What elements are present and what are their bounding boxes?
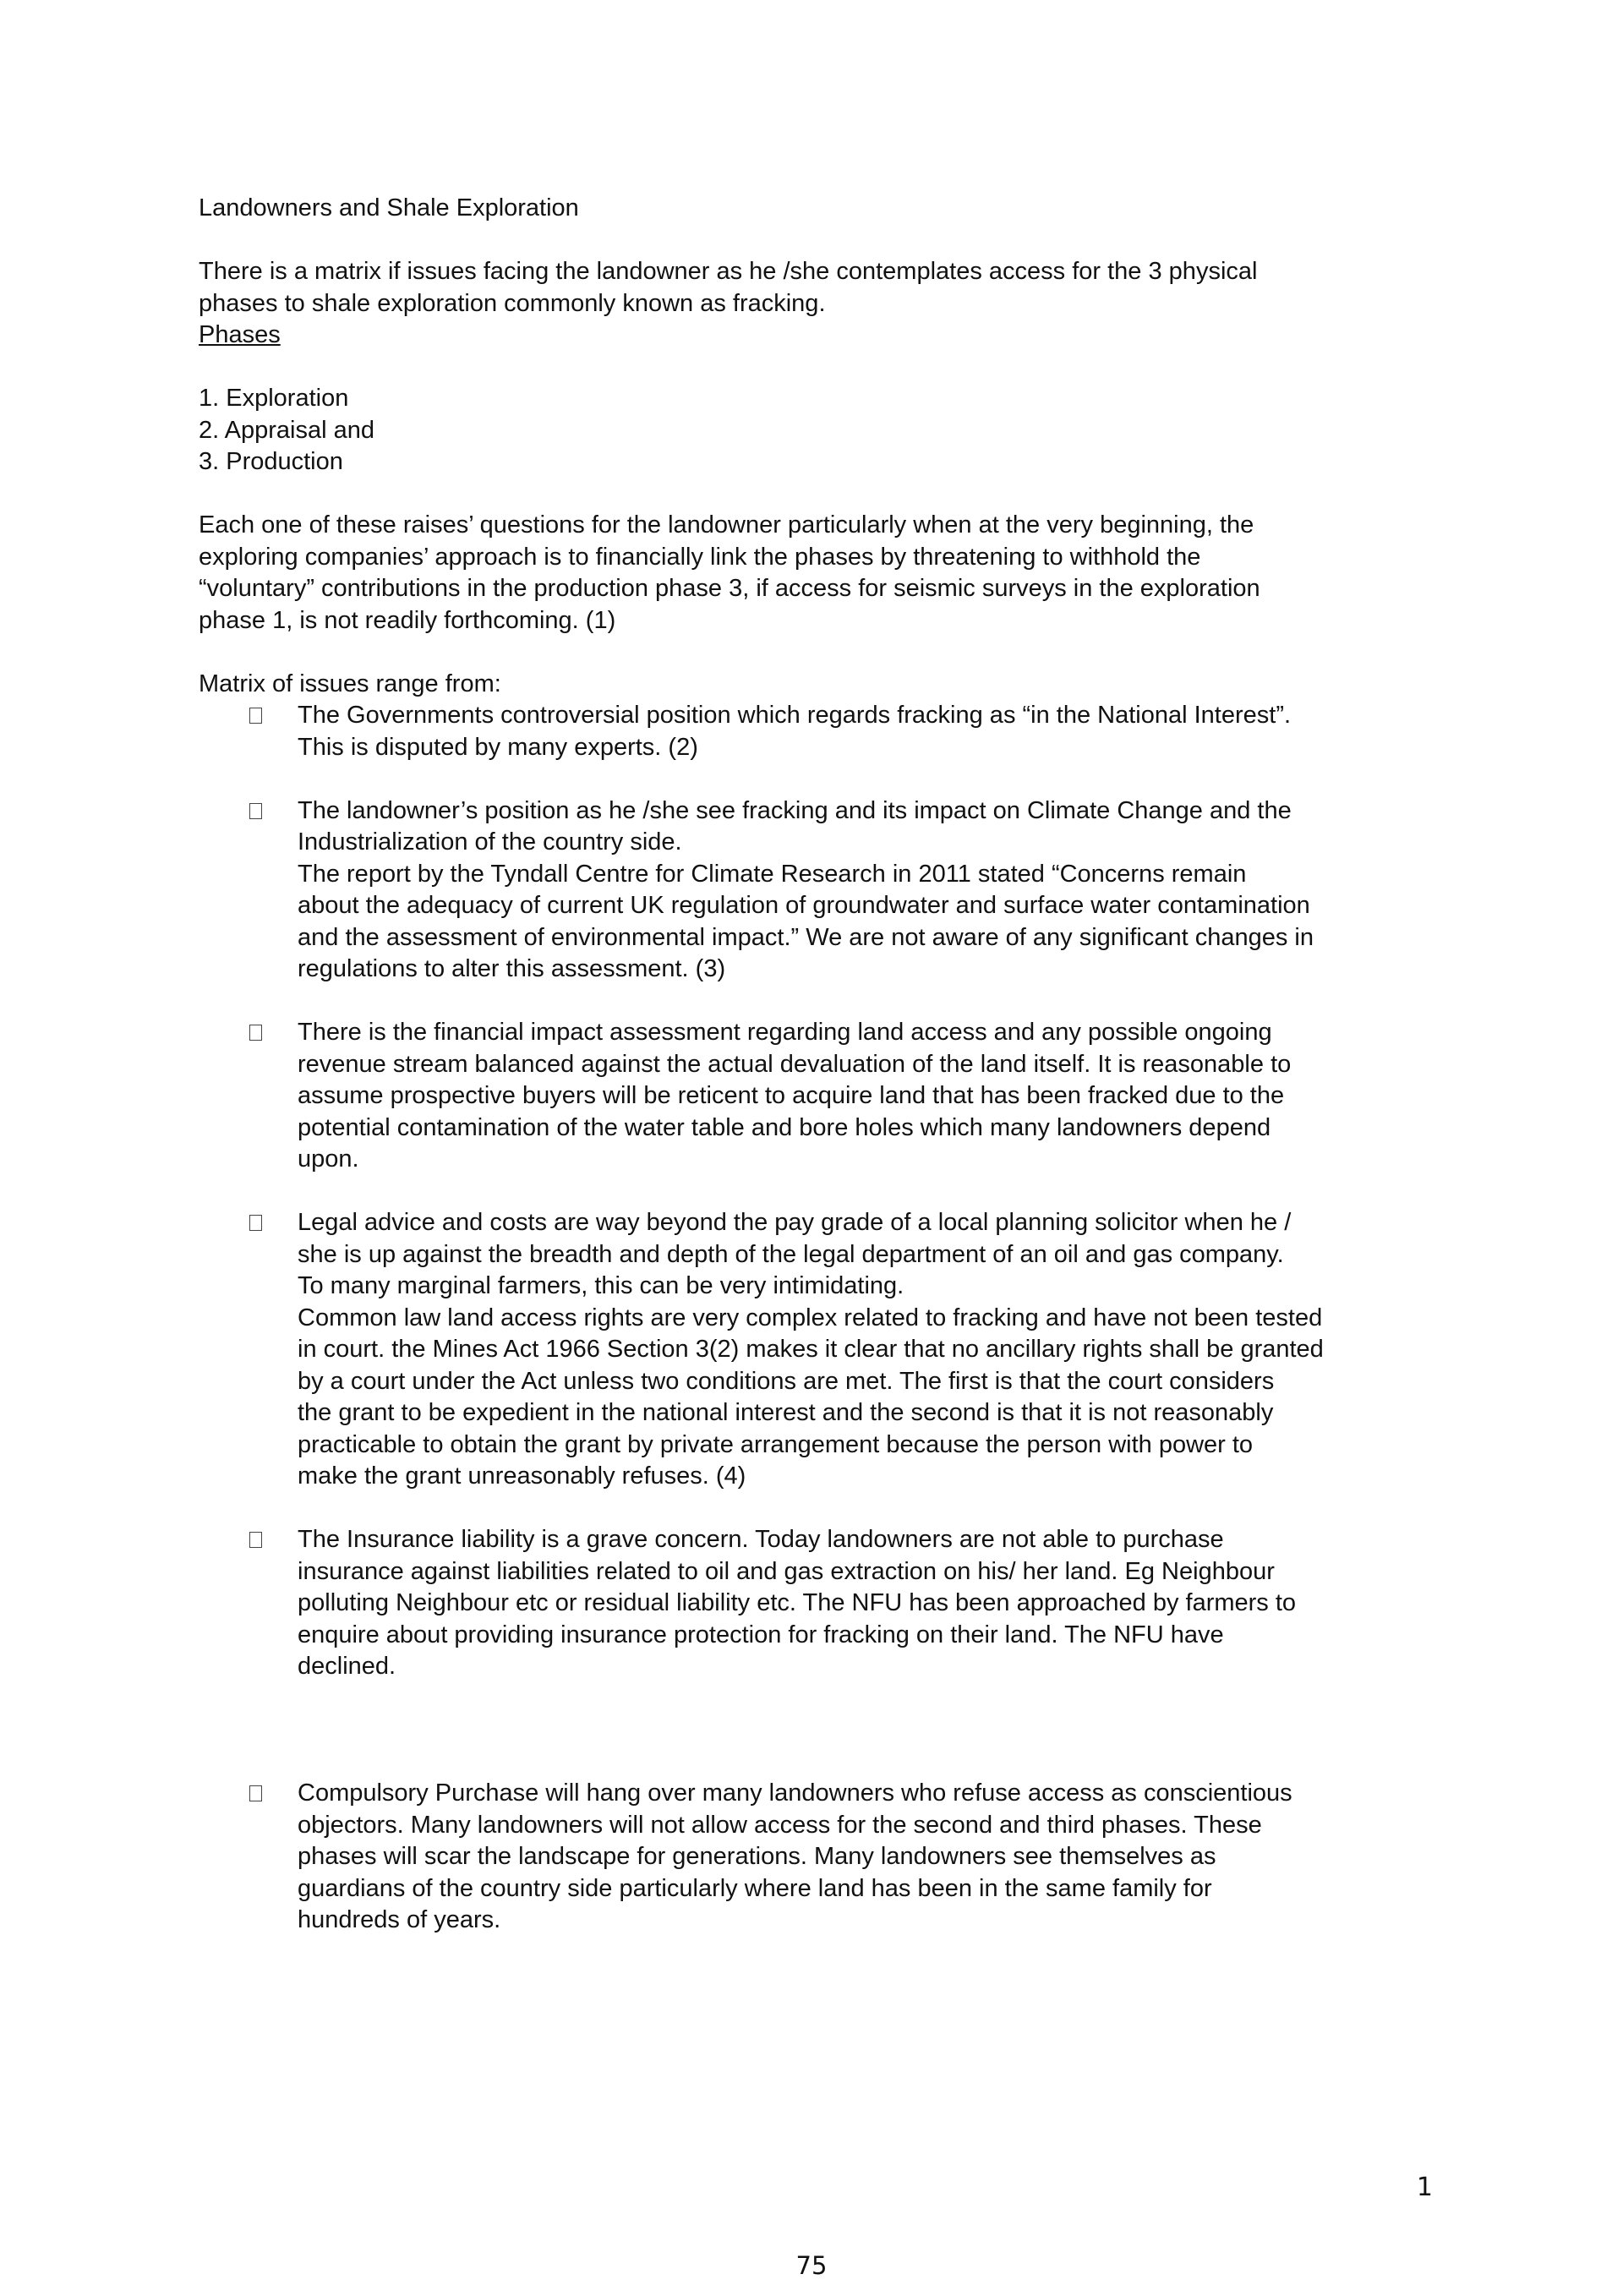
issue-line: There is the financial impact assessment regarding land access and any possible ongoing <box>298 1019 1272 1046</box>
blank-line <box>199 352 1467 384</box>
issue-line: potential contamination of the water table and bore holes which many landowners depend <box>298 1113 1271 1141</box>
issue-line: guardians of the country side particularly where land has been in the same family for <box>298 1874 1212 1902</box>
issue-line: The report by the Tyndall Centre for Climate Research in 2011 stated “Concerns remain <box>298 860 1247 888</box>
bullet-box-icon <box>249 803 262 819</box>
phases-list <box>199 383 1467 478</box>
document-page-number: 75 <box>795 2251 828 2280</box>
issue-item <box>199 1778 1467 1937</box>
paragraph-line: phase 1, is not readily forthcoming. (1) <box>199 606 616 634</box>
issue-line: upon. <box>298 1145 359 1173</box>
issue-line: in court. the Mines Act 1966 Section 3(2) makes it clear that no ancillary rights shall be granted <box>298 1336 1324 1363</box>
issue-item <box>199 1017 1467 1176</box>
bullet-box-icon <box>249 1532 262 1548</box>
bullet-box-icon <box>249 1215 262 1231</box>
issue-line: hundreds of years. <box>298 1906 501 1933</box>
issue-line: the grant to be expedient in the national interest and the second is that it is not reasonably <box>298 1399 1274 1426</box>
issue-line: practicable to obtain the grant by private arrangement because the person with power to <box>298 1430 1254 1458</box>
document-title: Landowners and Shale Exploration <box>199 194 579 221</box>
issue-line: The Insurance liability is a grave concern. Today landowners are not able to purchase <box>298 1526 1224 1553</box>
issue-line: by a court under the Act unless two conditions are met. The first is that the court considers <box>298 1367 1275 1395</box>
issue-line: revenue stream balanced against the actual devaluation of the land itself. It is reasonable to <box>298 1050 1292 1078</box>
issue-line: phases will scar the landscape for generations. Many landowners see themselves as <box>298 1843 1216 1870</box>
issue-line: declined. <box>298 1653 396 1680</box>
issue-line: and the assessment of environmental impact.” We are not aware of any significant changes in <box>298 923 1314 951</box>
bullet-box-icon <box>249 708 262 724</box>
issue-line: Industrialization of the country side. <box>298 828 682 856</box>
bullet-box-icon <box>249 1025 262 1041</box>
issue-line: insurance against liabilities related to oil and gas extraction on his/ her land. Eg Neighbour <box>298 1557 1275 1585</box>
intro-paragraph <box>199 256 1467 320</box>
phases-explanation-paragraph <box>199 510 1467 637</box>
phase-item: 2. Appraisal and <box>199 416 374 444</box>
phases-heading: Phases <box>199 321 281 348</box>
issue-line: about the adequacy of current UK regulation of groundwater and surface water contamination <box>298 892 1310 919</box>
intro-line: phases to shale exploration commonly known as fracking. <box>199 289 826 317</box>
paragraph-line: “voluntary” contributions in the production phase 3, if access for seismic surveys in the exploration <box>199 575 1260 602</box>
issue-item <box>199 1524 1467 1683</box>
bullet-box-icon <box>249 1785 262 1801</box>
phase-item: 3. Production <box>199 448 343 475</box>
issue-line: objectors. Many landowners will not allow access for the second and third phases. These <box>298 1811 1262 1839</box>
issue-line: regulations to alter this assessment. (3) <box>298 955 726 982</box>
issue-item <box>199 700 1467 763</box>
issue-item <box>199 795 1467 986</box>
issue-line: assume prospective buyers will be reticent to acquire land that has been fracked due to the <box>298 1082 1285 1109</box>
issue-line: make the grant unreasonably refuses. (4) <box>298 1462 746 1490</box>
issue-line: Common law land access rights are very complex related to fracking and have not been tested <box>298 1304 1323 1331</box>
intro-line: There is a matrix if issues facing the landowner as he /she contemplates access for the 3 physical <box>199 258 1258 285</box>
page-number: 1 <box>1416 2173 1433 2202</box>
issue-line: she is up against the breadth and depth of the legal department of an oil and gas company. <box>298 1240 1284 1268</box>
issue-line: The landowner’s position as he /she see fracking and its impact on Climate Change and the <box>298 796 1292 824</box>
issue-line: polluting Neighbour etc or residual liability etc. The NFU has been approached by farmers to <box>298 1589 1297 1616</box>
issue-line: The Governments controversial position which regards fracking as “in the National Interest”. <box>298 702 1292 729</box>
issue-line: enquire about providing insurance protection for fracking on their land. The NFU have <box>298 1621 1224 1648</box>
issue-line: This is disputed by many experts. (2) <box>298 733 698 761</box>
issues-list <box>199 700 1467 1937</box>
paragraph-line: Each one of these raises’ questions for the landowner particularly when at the very beginning, the <box>199 511 1254 538</box>
phase-item: 1. Exploration <box>199 385 349 412</box>
issue-line: Legal advice and costs are way beyond the pay grade of a local planning solicitor when he / <box>298 1209 1292 1236</box>
paragraph-line: exploring companies’ approach is to financially link the phases by threatening to withhold the <box>199 543 1201 571</box>
matrix-intro: Matrix of issues range from: <box>199 670 501 697</box>
issue-line: To many marginal farmers, this can be very intimidating. <box>298 1272 904 1299</box>
document-page <box>199 193 1467 1968</box>
issue-line: Compulsory Purchase will hang over many landowners who refuse access as conscientious <box>298 1779 1292 1807</box>
issue-item <box>199 1207 1467 1493</box>
